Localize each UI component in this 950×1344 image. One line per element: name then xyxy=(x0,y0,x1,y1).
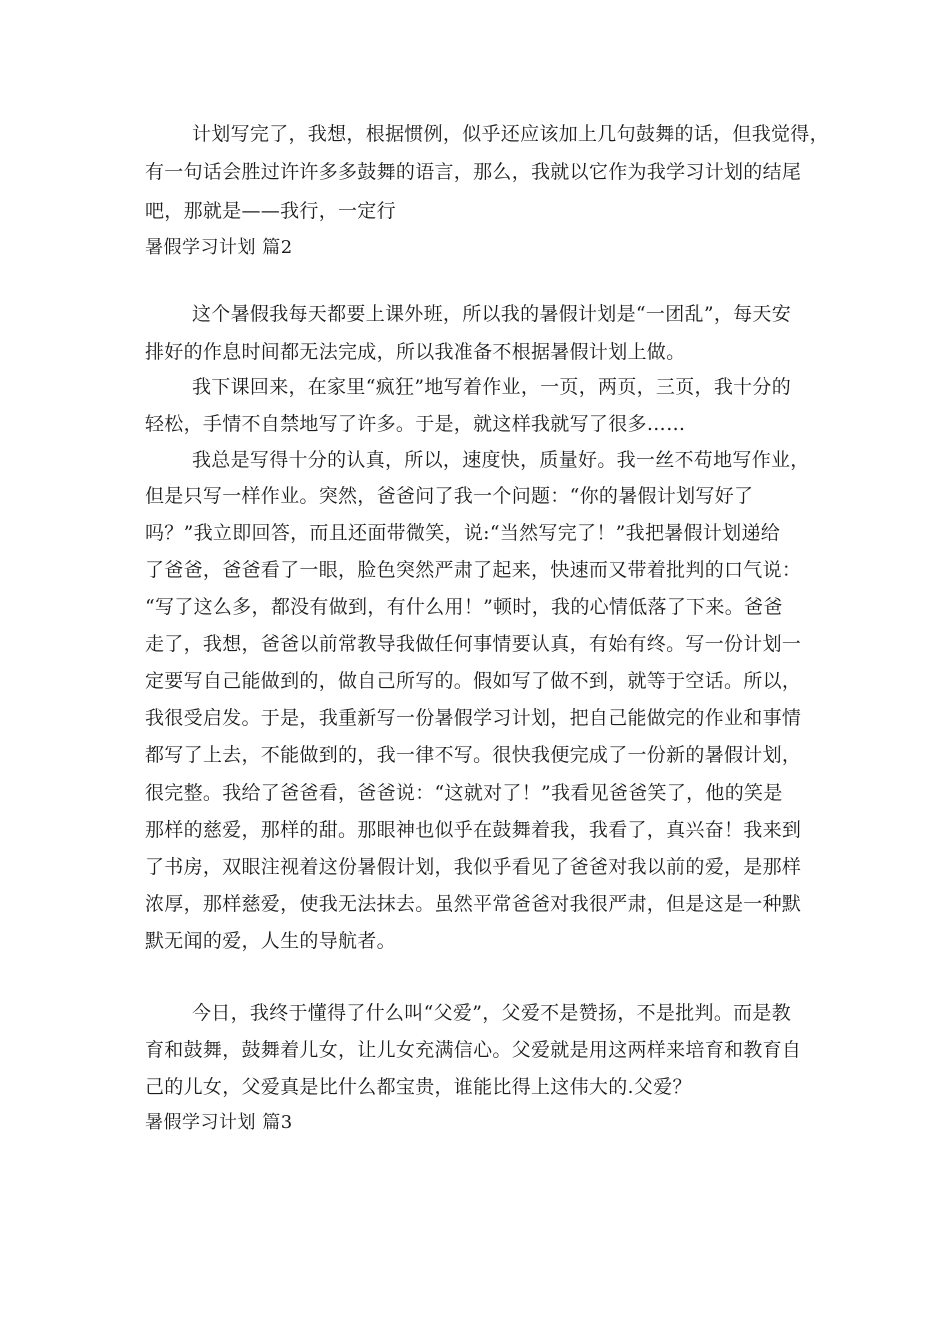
paragraph-line: 今日，我终于懂得了什么叫“父爱”，父爱不是赞扬，不是批判。而是教 xyxy=(192,1002,792,1024)
paragraph-line: “写了这么多，都没有做到，有什么用！”顿时，我的心情低落了下来。爸爸 xyxy=(145,596,783,618)
paragraph-line: 很完整。我给了爸爸看，爸爸说：“这就对了！”我看见爸爸笑了，他的笑是 xyxy=(145,782,783,804)
paragraph-line: 有一句话会胜过许许多多鼓舞的语言，那么，我就以它作为我学习计划的结尾 xyxy=(145,161,802,183)
paragraph-line: 吧，那就是——我行，一定行 xyxy=(145,200,396,222)
paragraph-line: 我很受启发。于是，我重新写一份暑假学习计划，把自己能做完的作业和事情 xyxy=(145,707,802,729)
section-heading: 暑假学习计划 篇3 xyxy=(145,1112,293,1133)
paragraph-line: 都写了上去，不能做到的，我一律不写。很快我便完成了一份新的暑假计划， xyxy=(145,744,802,766)
paragraph-line: 了书房，双眼注视着这份暑假计划，我似乎看见了爸爸对我以前的爱，是那样 xyxy=(145,856,802,878)
paragraph-line: 己的儿女，父爱真是比什么都宝贵，谁能比得上这伟大的.父爱？ xyxy=(145,1076,692,1098)
paragraph-line: 吗？”我立即回答，而且还面带微笑，说:“当然写完了！”我把暑假计划递给 xyxy=(145,522,781,544)
paragraph-line: 育和鼓舞，鼓舞着儿女，让儿女充满信心。父爱就是用这两样来培育和教育自 xyxy=(145,1039,802,1061)
paragraph-line: 那样的慈爱，那样的甜。那眼神也似乎在鼓舞着我，我看了，真兴奋！我来到 xyxy=(145,819,802,841)
paragraph-line: 排好的作息时间都无法完成，所以我准备不根据暑假计划上做。 xyxy=(145,341,686,363)
paragraph-line: 浓厚，那样慈爱，使我无法抹去。虽然平常爸爸对我很严肃，但是这是一种默 xyxy=(145,893,802,915)
paragraph-line: 默无闻的爱，人生的导航者。 xyxy=(145,930,396,952)
paragraph-line: 但是只写一样作业。突然，爸爸问了我一个问题：“你的暑假计划写好了 xyxy=(145,485,754,507)
paragraph-line: 我总是写得十分的认真，所以，速度快，质量好。我一丝不苟地写作业， xyxy=(192,449,810,471)
paragraph-line: 走了，我想，爸爸以前常教导我做任何事情要认真，有始有终。写一份计划一 xyxy=(145,633,802,655)
paragraph-line: 轻松，手情不自禁地写了许多。于是，就这样我就写了很多…… xyxy=(145,413,686,435)
section-heading: 暑假学习计划 篇2 xyxy=(145,237,293,258)
paragraph-line: 定要写自己能做到的，做自己所写的。假如写了做不到，就等于空话。所以， xyxy=(145,670,802,692)
paragraph-line: 这个暑假我每天都要上课外班，所以我的暑假计划是“一团乱”，每天安 xyxy=(192,303,792,325)
paragraph-line: 我下课回来，在家里“疯狂”地写着作业，一页，两页，三页，我十分的 xyxy=(192,376,792,398)
paragraph-line: 计划写完了，我想，根据惯例，似乎还应该加上几句鼓舞的话，但我觉得， xyxy=(192,123,829,145)
paragraph-line: 了爸爸，爸爸看了一眼，脸色突然严肃了起来，快速而又带着批判的口气说： xyxy=(145,559,802,581)
